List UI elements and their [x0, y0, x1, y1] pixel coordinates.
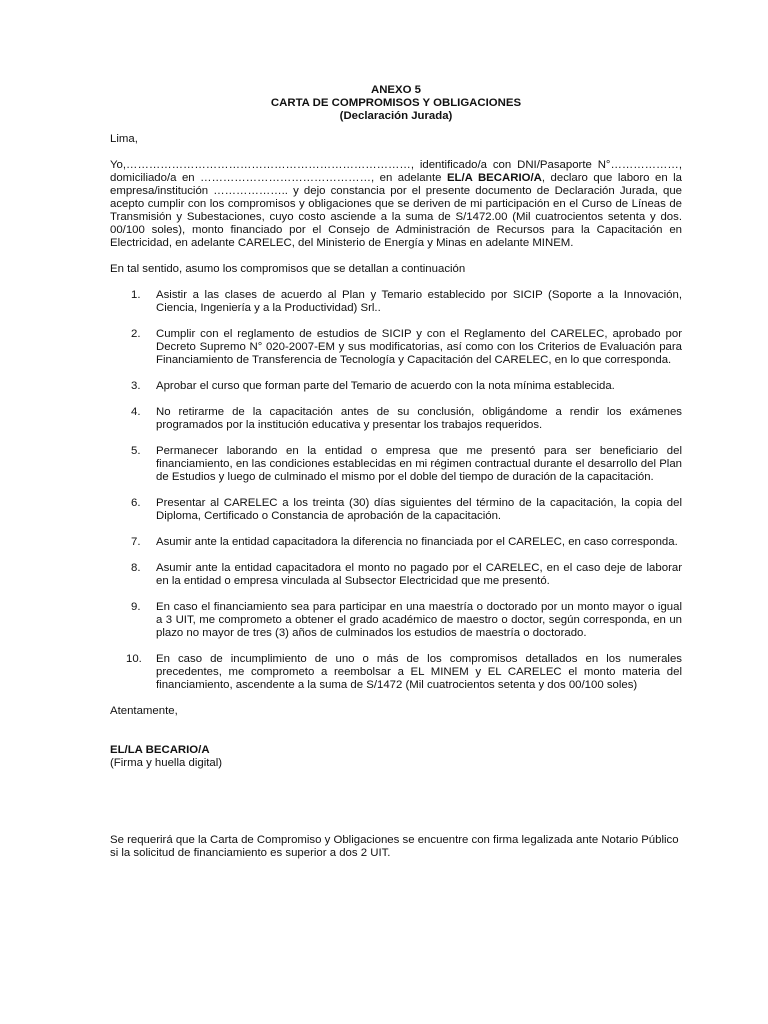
footnote: Se requerirá que la Carta de Compromiso y Obligaciones se encuentre con firma legalizada ante Notario Público si la solicitud de financiamiento es superior a dos 2 UIT.	[110, 834, 679, 859]
item-number: 7.	[131, 536, 141, 548]
intro-bold-term: EL/A BECARIO/A	[446, 172, 542, 184]
document-title: CARTA DE COMPROMISOS Y OBLIGACIONES	[270, 97, 522, 109]
annex-label: ANEXO 5	[370, 84, 421, 96]
list-item	[110, 497, 682, 523]
item-text: Asumir ante la entidad capacitadora la diferencia no financiada por el CARELEC, en caso corresponda.	[156, 536, 678, 548]
item-text: Presentar al CARELEC a los treinta (30) días siguientes del término de la capacitación, la copia del Diploma, Certificado o Constancia de aprobación de la capacitación.	[156, 497, 682, 522]
list-item	[110, 328, 682, 367]
document-header	[110, 84, 682, 123]
signer-note: (Firma y huella digital)	[110, 757, 223, 769]
item-number: 4.	[131, 406, 141, 418]
item-number: 1.	[131, 289, 141, 301]
list-item	[110, 289, 682, 315]
item-text: En caso el financiamiento sea para participar en una maestría o doctorado por un monto mayor o igual a 3 UIT, me comprometo a obtener el grado académico de maestro o doctor, según corresponda, en un plazo no mayor de tres (3) años de culminados los estudios de maestría o doctorado.	[156, 601, 682, 639]
item-number: 2.	[131, 328, 141, 340]
item-number: 6.	[131, 497, 141, 509]
item-text: Asumir ante la entidad capacitadora el monto no pagado por el CARELEC, en el caso deje de laborar en la entidad o empresa vinculada al Subsector Electricidad que me presentó.	[156, 562, 682, 587]
commitments-lead: En tal sentido, asumo los compromisos que se detallan a continuación	[110, 263, 466, 275]
list-item	[110, 562, 682, 588]
item-text: Cumplir con el reglamento de estudios de SICIP y con el Reglamento del CARELEC, aprobado por Decreto Supremo N° 020-2007-EM y sus modificatorias, así como con los Criterios de Evaluación para Financiamiento de Transferencia de Tecnología y Capacitación del CARELEC, en lo que corresponda.	[156, 328, 682, 366]
item-number: 8.	[131, 562, 141, 574]
list-item	[110, 380, 682, 393]
place-line: Lima,	[110, 133, 138, 145]
signer-title: EL/LA BECARIO/A	[110, 744, 210, 756]
item-number: 10.	[126, 653, 142, 665]
item-text: Aprobar el curso que forman parte del Temario de acuerdo con la nota mínima establecida.	[156, 380, 615, 392]
list-item	[110, 601, 682, 640]
intro-text-start: Yo,…………………………………………………………………, identificado/a con DNI/Pasaporte N°………………, domiciliado/a en ………………………………………, en adelante	[110, 159, 682, 184]
list-item	[110, 653, 682, 692]
item-text: En caso de incumplimiento de uno o más de los compromisos detallados en los numerales precedentes, me comprometo a reembolsar a EL MINEM y EL CARELEC el monto materia del financiamiento, ascendente a la suma de S/1472 (Mil cuatrocientos setenta y dos 00/100 soles)	[156, 653, 682, 691]
closing-line: Atentamente,	[110, 705, 178, 717]
list-item	[110, 536, 682, 549]
item-number: 5.	[131, 445, 141, 457]
item-text: Asistir a las clases de acuerdo al Plan y Temario establecido por SICIP (Soporte a la Innovación, Ciencia, Ingeniería y a la Productividad) Srl..	[156, 289, 682, 314]
list-item	[110, 406, 682, 432]
document-subtitle: (Declaración Jurada)	[339, 110, 453, 122]
commitments-list	[110, 289, 682, 692]
item-number: 9.	[131, 601, 141, 613]
item-number: 3.	[131, 380, 141, 392]
intro-paragraph	[110, 159, 682, 250]
intro-text-end: , declaro que laboro en la empresa/institución ……………….. y dejo constancia por el presente documento de Declaración Jurada, que acepto cumplir con los compromisos y obligaciones que se deriven de mi participación en el Curso de Líneas de Transmisión y Subestaciones, cuyo costo asciende a la suma de S/1472.00 (Mil cuatrocientos setenta y dos. 00/100 soles), monto financiado por el Consejo de Administración de Recursos para la Capacitación en Electricidad, en adelante CARELEC, del Ministerio de Energía y Minas en adelante MINEM.	[110, 172, 682, 249]
list-item	[110, 445, 682, 484]
item-text: Permanecer laborando en la entidad o empresa que me presentó para ser beneficiario del financiamiento, en las condiciones establecidas en mi régimen contractual durante el desarrollo del Plan de Estudios y luego de culminado el mismo por el doble del tiempo de duración de la capacitación.	[156, 445, 682, 483]
item-text: No retirarme de la capacitación antes de su conclusión, obligándome a rendir los exámenes programados por la institución educativa y presentar los trabajos requeridos.	[156, 406, 682, 431]
